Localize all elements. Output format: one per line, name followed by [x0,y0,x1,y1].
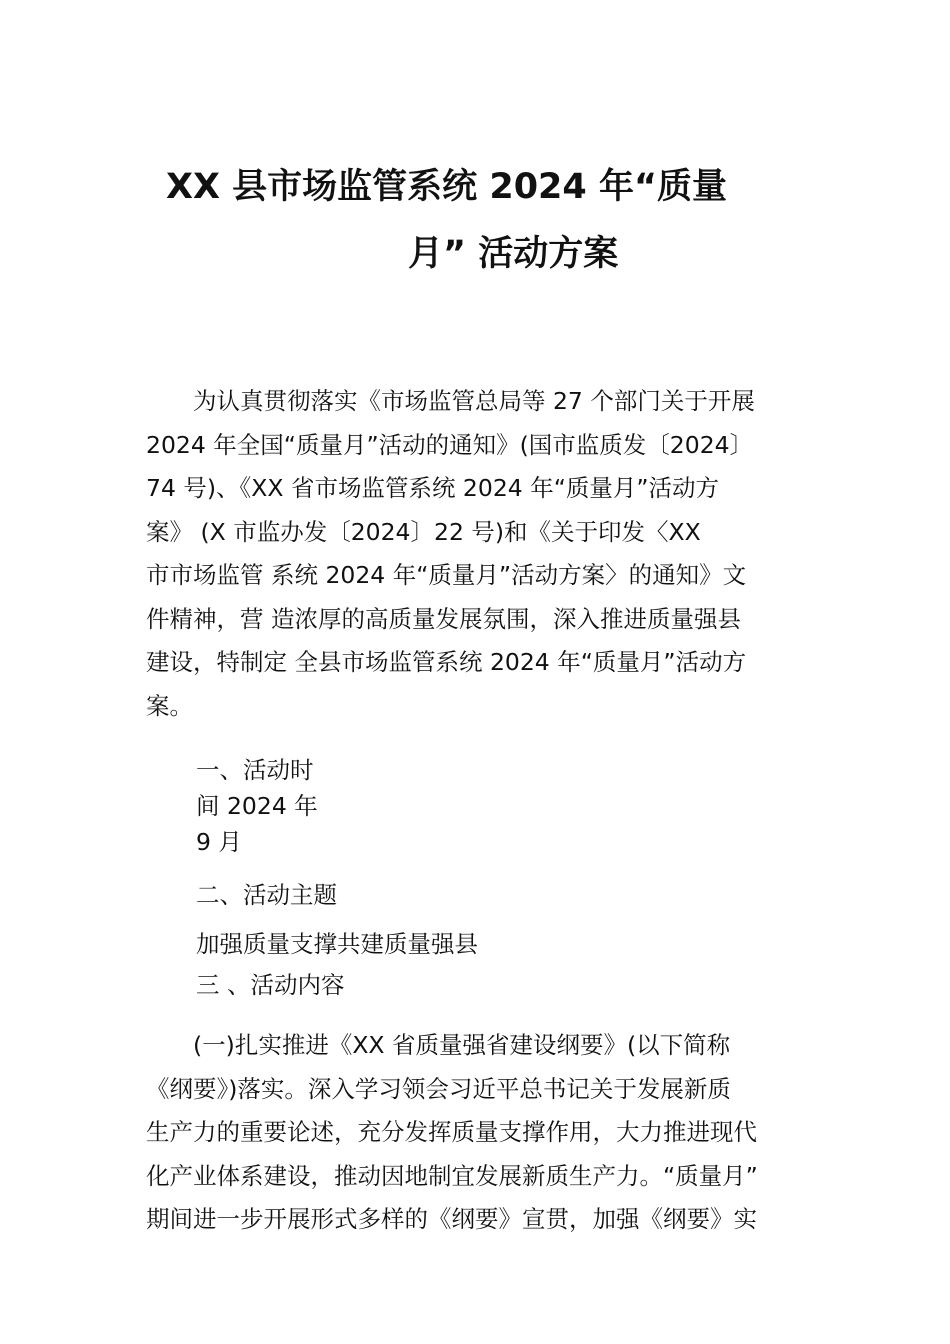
section1-heading-line: 一、活动时 [196,756,314,784]
intro-line: 建设，特制定 全县市场监管系统 2024 年“质量月”活动方 [146,648,747,676]
content-line: 期间进一步开展形式多样的《纲要》宣贯，加强《纲要》实 [146,1205,757,1233]
content-line: 生产力的重要论述，充分发挥质量支撑作用，大力推进现代 [146,1118,757,1146]
intro-paragraph [146,380,811,728]
document-title-line-2: 月” 活动方案 [408,234,619,274]
content-line: 化产业体系建设，推动因地制宜发展新质生产力。“质量月” [146,1161,758,1190]
document-title-line-1: XX 县市场监管系统 2024 年“质量 [166,167,727,207]
intro-line: 74 号)、《XX 省市场监管系统 2024 年“质量月”活动方 [146,474,720,502]
intro-line: 2024 年全国“质量月”活动的通知》(国市监质发〔2024〕 [146,430,754,459]
section1-heading-line: 间 2024 年 [196,792,318,820]
intro-line: 为认真贯彻落实《市场监管总局等 27 个部门关于开展 [146,387,755,415]
content-line: (一)扎实推进《XX 省质量强省建设纲要》(以下简称 [146,1031,731,1059]
section3-heading: 三 、活动内容 [196,971,345,999]
content-line: 《纲要》)落实。深入学习领会习近平总书记关于发展新质 [146,1074,731,1103]
intro-line: 市市场监管 系统 2024 年“质量月”活动方案〉的通知》文 [146,561,747,589]
content-paragraph [146,1024,811,1242]
section2-text: 加强质量支撑共建质量强县 [196,930,478,958]
intro-line: 件精神，营 造浓厚的高质量发展氛围，深入推进质量强县 [146,604,741,633]
intro-line: 案》 (X 市监办发〔2024〕22 号)和《关于印发〈XX [146,517,701,546]
section2-heading: 二、活动主题 [196,881,337,909]
intro-line: 案。 [146,691,193,720]
section1-heading-line: 9 月 [196,828,242,856]
